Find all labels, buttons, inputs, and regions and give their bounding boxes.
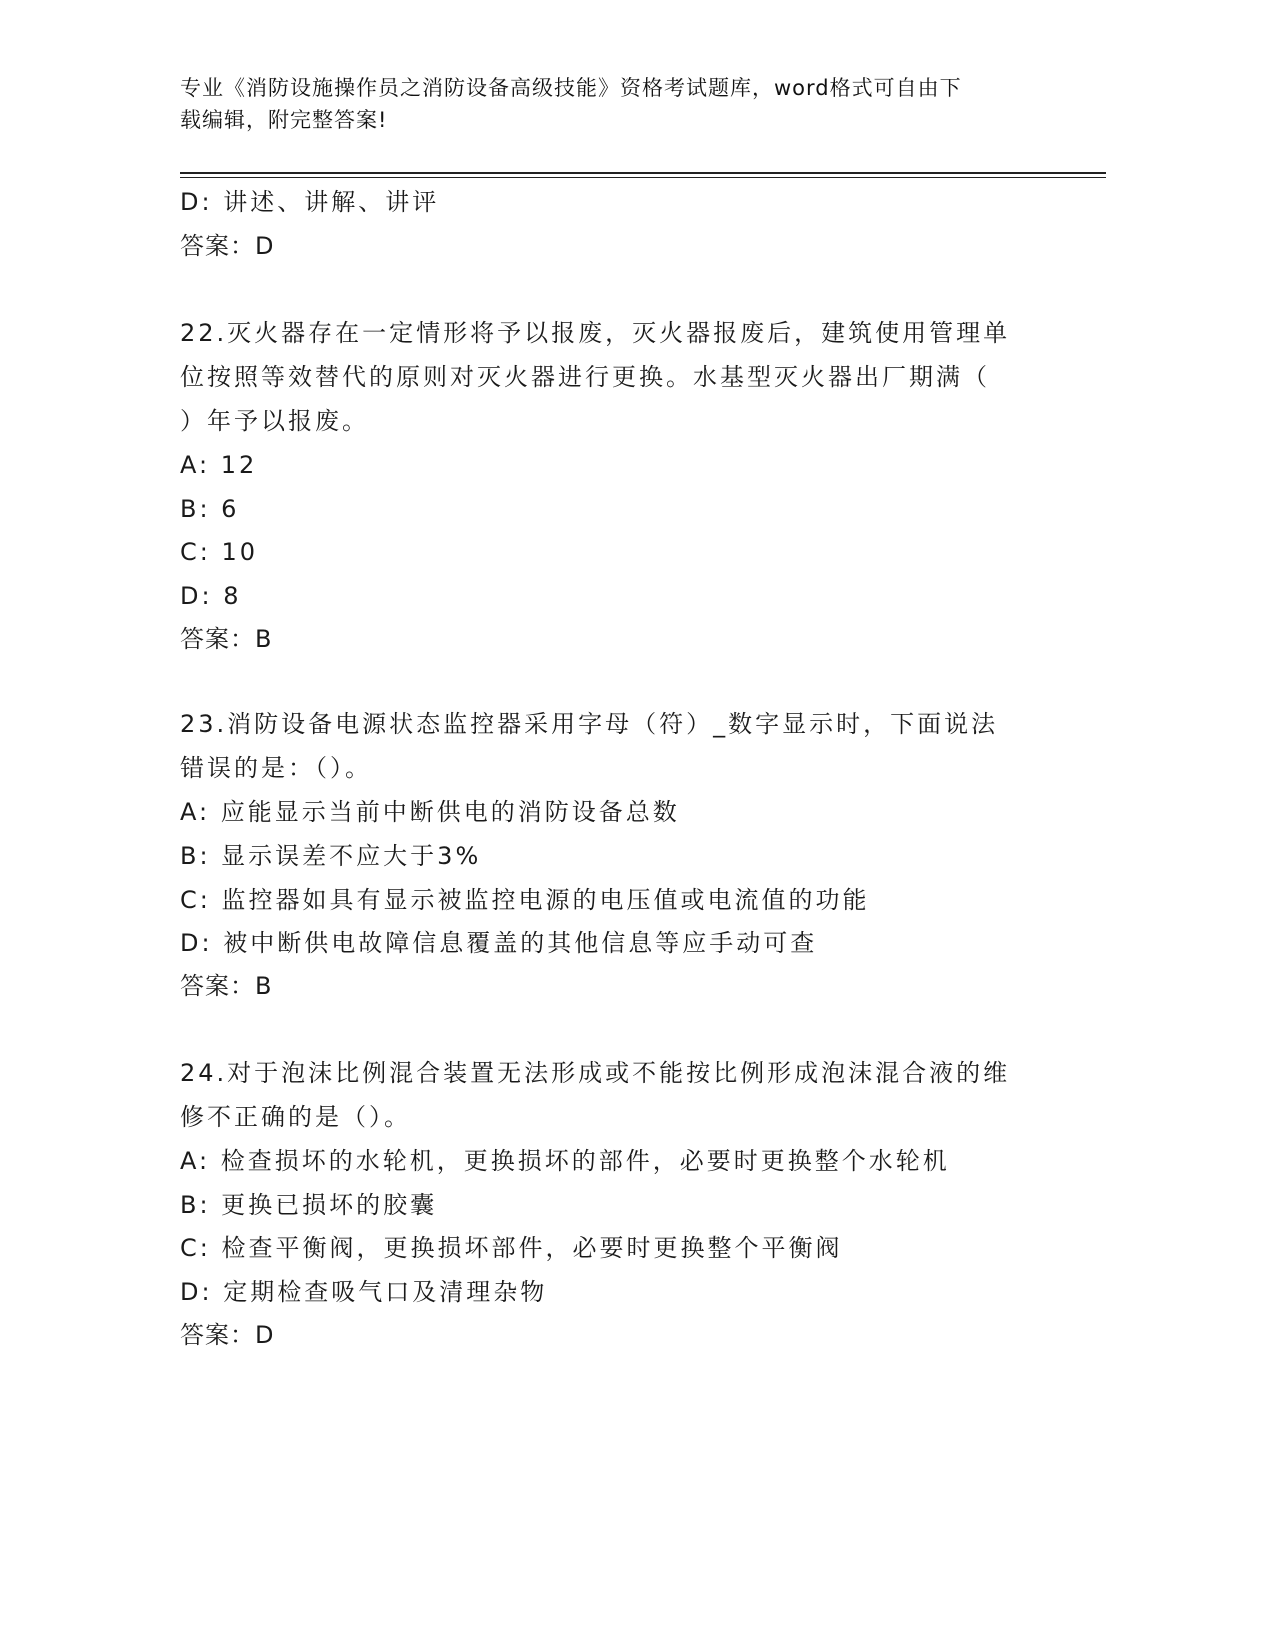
q22-answer: 答案：B	[180, 625, 273, 653]
q23-answer: 答案：B	[180, 972, 273, 1000]
q22-stem-line-3: ）年予以报废。	[180, 407, 369, 435]
q24-option-a: A: 检查损坏的水轮机，更换损坏的部件，必要时更换整个水轮机	[180, 1147, 950, 1175]
q24-option-b: B: 更换已损坏的胶囊	[180, 1191, 438, 1219]
q22-option-d: D: 8	[180, 582, 242, 610]
header-line-2: 载编辑，附完整答案!	[180, 108, 388, 132]
q23-option-c: C: 监控器如具有显示被监控电源的电压值或电流值的功能	[180, 886, 870, 914]
q22-stem-line-1: 22.灭火器存在一定情形将予以报废，灭火器报废后，建筑使用管理单	[180, 319, 1011, 347]
q21-option-d: D: 讲述、讲解、讲评	[180, 188, 440, 216]
q23-stem-line-2: 错误的是：（）。	[180, 754, 372, 782]
q21-answer: 答案：D	[180, 232, 275, 260]
q23-option-a: A: 应能显示当前中断供电的消防设备总数	[180, 798, 680, 826]
q24-option-c: C: 检查平衡阀，更换损坏部件，必要时更换整个平衡阀	[180, 1234, 843, 1262]
q22-option-b: B: 6	[180, 495, 240, 523]
q24-answer: 答案：D	[180, 1321, 275, 1349]
q22-option-a: A: 12	[180, 451, 258, 479]
q22-option-c: C: 10	[180, 538, 259, 566]
q24-option-d: D: 定期检查吸气口及清理杂物	[180, 1278, 548, 1306]
header-line-1: 专业《消防设施操作员之消防设备高级技能》资格考试题库，word格式可自由下	[180, 76, 962, 100]
header-rule-thick	[180, 172, 1106, 174]
q24-stem-line-1: 24.对于泡沫比例混合装置无法形成或不能按比例形成泡沫混合液的维	[180, 1059, 1011, 1087]
header-rule-thin	[180, 177, 1106, 178]
q23-option-d: D: 被中断供电故障信息覆盖的其他信息等应手动可查	[180, 929, 818, 957]
q22-stem-line-2: 位按照等效替代的原则对灭火器进行更换。水基型灭火器出厂期满（	[180, 363, 990, 391]
q23-option-b: B: 显示误差不应大于3%	[180, 842, 482, 870]
q23-stem-line-1: 23.消防设备电源状态监控器采用字母（符）_数字显示时，下面说法	[180, 710, 999, 738]
page-header	[180, 72, 1050, 136]
q24-stem-line-2: 修不正确的是（）。	[180, 1103, 411, 1131]
